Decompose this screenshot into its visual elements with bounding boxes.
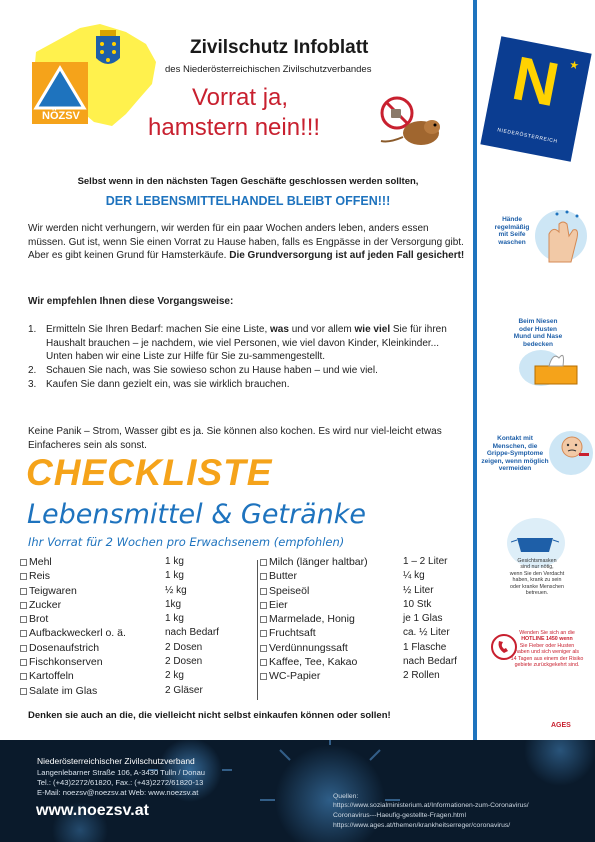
checklist-item: Kaffee, Tee, Kakao: [269, 656, 358, 669]
checklist-subheading: Lebensmittel & Getränke: [27, 499, 367, 530]
checkbox[interactable]: [260, 673, 267, 680]
nozsv-logo-text: NÖZSV: [42, 110, 80, 122]
sidebar: [477, 0, 595, 740]
checklist-row: [260, 570, 470, 584]
source-link-1[interactable]: https://www.sozialministerium.at/Informationen-zum-Coronavirus/: [333, 802, 529, 809]
checklist-row: [20, 642, 250, 656]
slogan-line-2: hamstern nein!!!: [148, 114, 321, 141]
closing-note: Denken sie auch an die, die vielleicht nicht selbst einkaufen können oder sollen!: [28, 710, 391, 721]
face-masks-text: Gesichtsmasken sind nur nötig, wenn Sie den Verdacht haben, krank zu sein oder kranke Menschen betreuen.: [509, 558, 565, 597]
footer-org: Niederösterreichischer Zivilschutzverband: [37, 756, 195, 766]
cover-mouth-text: Beim Niesen oder Husten Mund und Nase bedecken: [513, 318, 563, 348]
footer-street: Langenlebarner Straße 106, A-3430 Tulln / Donau: [37, 768, 206, 777]
checklist-item: Reis: [29, 570, 51, 583]
checkbox[interactable]: [260, 588, 267, 595]
checklist-item: Kartoffeln: [29, 670, 74, 683]
step-text: Kaufen Sie dann gezielt ein, was sie wirklich brauchen.: [46, 378, 290, 390]
checkbox[interactable]: [260, 616, 267, 623]
niederoesterreich-logo: [480, 36, 591, 162]
checklist-quantity: 10 Stk: [403, 598, 432, 610]
checklist-row: [20, 570, 250, 584]
checklist-quantity: 1 Flasche: [403, 641, 447, 653]
checklist-row: [20, 685, 250, 699]
checklist-quantity: ½ kg: [165, 584, 187, 596]
checklist-row: [260, 613, 470, 627]
step-number: 3.: [28, 378, 37, 390]
checkbox[interactable]: [260, 659, 267, 666]
sick-person-icon: [551, 431, 593, 475]
page-title: Zivilschutz Infoblatt: [190, 37, 369, 58]
checklist-row: [20, 656, 250, 670]
checklist-quantity: 2 kg: [165, 670, 184, 682]
list-item: [28, 378, 468, 392]
checklist-item: Milch (länger haltbar): [269, 556, 368, 568]
checklist-item: Verdünnungssaft: [269, 641, 348, 654]
checkbox[interactable]: [20, 630, 27, 637]
checklist-row: [260, 670, 470, 684]
hotline-text: Wenden Sie sich an die HOTLINE 1450 wenn Sie Fieber oder Husten haben und sich weniger als 14 Tagen aus einem der Risiko gebiete zurückgekehrt sind.: [510, 630, 584, 669]
checklist-item: Zucker: [29, 598, 62, 611]
tissue-box-icon: [531, 350, 581, 386]
checkbox[interactable]: [260, 602, 267, 609]
checklist-quantity: 2 Rollen: [403, 670, 440, 682]
checklist-item: Mehl: [29, 556, 52, 568]
checklist-item: WC-Papier: [269, 670, 321, 683]
intro-text: Wir werden nicht verhungern, wir werden für ein paar Wochen anders leben, anders essen müssen. Gut ist, wenn Sie einen Vorrat zu Hause haben, falls es Engpässe in der Versorgung gibt. Aber es gibt keinen Grund für Hamsterkäufe.: [28, 223, 464, 262]
checklist-quantity: 1kg: [165, 598, 182, 610]
checklist-note: Ihr Vorrat für 2 Wochen pro Erwachsenem (empfohlen): [28, 535, 345, 549]
checklist-row: [20, 599, 250, 613]
checklist-table: [20, 556, 470, 704]
checkbox[interactable]: [260, 573, 267, 580]
hand-wash-text: Hände regelmäßig mit Seife waschen: [494, 216, 530, 246]
checklist-quantity: ¼ kg: [403, 570, 425, 582]
footer-phone: Tel.: (+43)2272/61820, Fax.: (+43)2272/61820-13: [37, 778, 204, 787]
ages-logo: AGES: [551, 722, 571, 729]
austria-map-logo: [28, 22, 158, 130]
list-item: [28, 323, 468, 364]
checkbox[interactable]: [20, 673, 27, 680]
checklist-item: Aufbackweckerl o. ä.: [29, 627, 126, 640]
step-number: 1.: [28, 324, 37, 335]
tip-hotline: [477, 630, 595, 710]
checklist-item: Fruchtsaft: [269, 627, 316, 640]
tip-hand-washing: [477, 200, 595, 290]
checklist-item: Eier: [269, 598, 288, 611]
checklist-quantity: 1 kg: [165, 613, 184, 625]
checklist-right-column: [260, 556, 470, 685]
step-text: Ermitteln Sie Ihren Bedarf: machen Sie eine Liste, was und vor allem wie viel Sie für ihren Haushalt brauchen – je nachdem, wie viel Personen, wie viel davon Kinder, Kleinkinder... Unten haben wir eine Liste zur Hilfe für Sie zu-sammengestellt.: [46, 324, 447, 363]
checkbox[interactable]: [20, 588, 27, 595]
recommend-heading: Wir empfehlen Ihnen diese Vorgangsweise:: [28, 296, 234, 307]
lead-text: Selbst wenn in den nächsten Tagen Geschäfte geschlossen werden sollten,: [77, 176, 419, 187]
checklist-item: Salate im Glas: [29, 684, 98, 697]
footer-bar: [0, 740, 595, 842]
tip-avoid-contact: [477, 425, 595, 495]
step-text: Schauen Sie nach, was Sie sowieso schon zu Hause haben – und wie viel.: [46, 365, 378, 377]
checklist-row: [20, 670, 250, 684]
intro-paragraph: [28, 222, 468, 263]
noe-logo-caption: NIEDERÖSTERREICH: [496, 127, 559, 145]
checklist-item: Marmelade, Honig: [269, 613, 355, 626]
checkbox[interactable]: [260, 645, 267, 652]
slogan-line-1: Vorrat ja,: [192, 84, 289, 111]
checklist-quantity: 2 Gläser: [165, 684, 203, 696]
footer-url-link[interactable]: www.noezsv.at: [36, 802, 149, 819]
steps-list: [28, 323, 468, 392]
checklist-row: [260, 642, 470, 656]
checklist-item: Brot: [29, 613, 49, 626]
star-icon: ★: [568, 58, 580, 73]
step-number: 2.: [28, 365, 37, 377]
checklist-row: [260, 585, 470, 599]
checklist-quantity: nach Bedarf: [165, 627, 219, 639]
footer-mail: E-Mail: noezsv@noezsv.at Web: www.noezsv.at: [37, 788, 199, 797]
checkbox[interactable]: [20, 659, 27, 666]
checklist-divider: [257, 560, 258, 700]
checklist-heading: CHECKLISTE: [26, 452, 273, 493]
checklist-quantity: 2 Dosen: [165, 656, 203, 668]
checkbox[interactable]: [20, 688, 27, 695]
checklist-quantity: ½ Liter: [403, 584, 434, 596]
lead-highlight: DER LEBENSMITTELHANDEL BLEIBT OFFEN!!!: [105, 194, 391, 208]
checklist-quantity: ca. ½ Liter: [403, 627, 450, 639]
checkbox[interactable]: [20, 645, 27, 652]
list-item: [28, 364, 468, 378]
sources-label: Quellen:: [333, 793, 359, 800]
checklist-quantity: je 1 Glas: [403, 613, 443, 625]
checklist-quantity: nach Bedarf: [403, 656, 457, 668]
face-mask-icon: [511, 532, 559, 556]
checklist-row: [20, 613, 250, 627]
checklist-row: [260, 556, 470, 570]
checklist-quantity: 1 kg: [165, 570, 184, 582]
noe-logo-letter: N: [507, 43, 565, 121]
checklist-quantity: 1 – 2 Liter: [403, 556, 448, 567]
checkbox[interactable]: [260, 559, 267, 566]
checkbox[interactable]: [20, 602, 27, 609]
checklist-item: Speiseöl: [269, 584, 310, 597]
tip-face-masks: [477, 518, 595, 608]
page-subtitle: des Niederösterreichischen Zivilschutzverbandes: [165, 64, 372, 75]
checklist-row: [20, 556, 250, 570]
checkbox[interactable]: [20, 616, 27, 623]
checklist-row: [260, 656, 470, 670]
checklist-item: Teigwaren: [29, 584, 77, 597]
intro-bold-text: Die Grundversorgung ist auf jeden Fall gesichert!: [229, 250, 465, 262]
no-hamster-icon: [375, 95, 445, 150]
checklist-row: [20, 627, 250, 641]
checklist-row: [260, 627, 470, 641]
checklist-item: Dosenaufstrich: [29, 641, 100, 654]
checkbox[interactable]: [20, 559, 27, 566]
checkbox[interactable]: [20, 573, 27, 580]
checklist-left-column: [20, 556, 250, 699]
checklist-quantity: 2 Dosen: [165, 641, 203, 653]
checklist-quantity: 1 kg: [165, 556, 184, 567]
checkbox[interactable]: [260, 630, 267, 637]
checklist-item: Fischkonserven: [29, 656, 103, 669]
source-link-3[interactable]: https://www.ages.at/themen/krankheitserreger/coronavirus/: [333, 822, 511, 829]
hands-icon: [537, 208, 589, 268]
calm-paragraph: Keine Panik – Strom, Wasser gibt es ja. Sie können also kochen. Es wird nur viel-leicht etwas Einfacheres sein als sonst.: [28, 426, 442, 451]
checklist-item: Butter: [269, 570, 298, 583]
avoid-contact-text: Kontakt mit Menschen, die Grippe-Symptome zeigen, wenn möglich vermeiden: [481, 435, 549, 473]
tip-cover-mouth: [477, 312, 595, 392]
checklist-row: [260, 599, 470, 613]
checklist-row: [20, 585, 250, 599]
source-link-2[interactable]: Coronavirus---Haeufig-gestellte-Fragen.html: [333, 812, 466, 819]
